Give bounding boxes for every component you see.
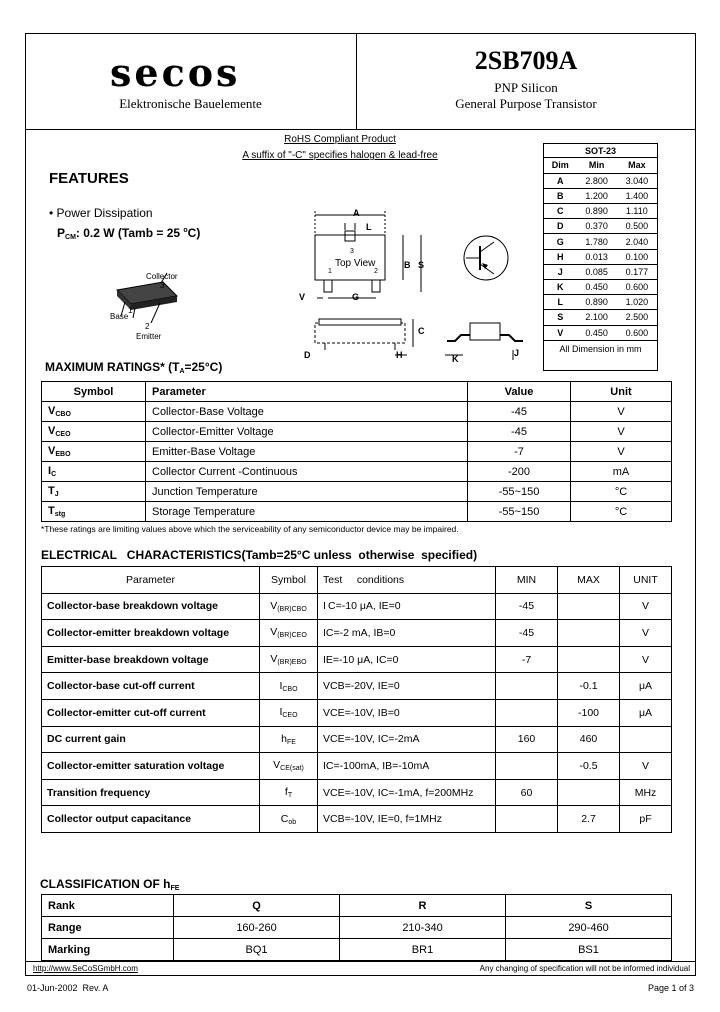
part-number: 2SB709A	[474, 46, 578, 75]
table-row: $V_{CEO}$ Collector-Emitter Voltage -45 V	[42, 422, 672, 442]
dim-label-j: J	[514, 348, 520, 358]
base-label: Base	[110, 312, 129, 321]
dim-label-v: V	[299, 292, 306, 302]
table-row: C 0.890 1.110	[544, 204, 657, 219]
table-row: D 0.370 0.500	[544, 219, 657, 234]
dim-label-g: G	[352, 292, 360, 302]
footer-notice: Any changing of specification will not be informed individual	[479, 964, 690, 973]
top-view-label: Top View	[335, 258, 376, 269]
transistor-description: General Purpose Transistor	[455, 96, 597, 111]
mr-header-parameter: Parameter	[146, 382, 468, 402]
dim-label-l: L	[366, 222, 372, 232]
company-subtitle: Elektronische Bauelemente	[119, 96, 262, 111]
features-title: FEATURES	[49, 170, 129, 187]
pnp-transistor-symbol-icon	[460, 232, 512, 284]
table-row: Emitter-base breakdown voltage $V_{(BR)EBO}$ IE=-10 μA, IC=0 -7 V	[42, 646, 672, 673]
table-row: $V_{CBO}$ Collector-Base Voltage -45 V	[42, 402, 672, 422]
table-row: G 1.780 2.040	[544, 234, 657, 249]
footer-rule	[25, 961, 696, 962]
ec-header-max: MAX	[558, 567, 620, 594]
table-row: L 0.890 1.020	[544, 295, 657, 310]
mr-header-value: Value	[468, 382, 571, 402]
feature-power-dissipation: Power Dissipation	[56, 206, 153, 220]
electrical-title: ELECTRICAL CHARACTERISTICS(Tamb=25°C unless otherwise specified)	[41, 548, 478, 562]
table-row: S 2.100 2.500	[544, 310, 657, 325]
sot-header-min: Min	[576, 158, 616, 173]
table-row: Collector-emitter breakdown voltage $V_{(BR)CEO}$ IC=-2 mA, IB=0 -45 V	[42, 620, 672, 647]
dim-label-c: C	[418, 326, 425, 336]
base-pin: 1	[128, 306, 133, 315]
dim-label-a: A	[353, 208, 360, 218]
header-bottom-rule	[25, 129, 696, 130]
ec-header-min: MIN	[496, 567, 558, 594]
ec-header-parameter: Parameter	[42, 567, 260, 594]
halogen-note: A suffix of "-C" specifies halogen & lead-free	[242, 150, 438, 161]
table-row: Range 160-260 210-340 290-460	[42, 917, 672, 939]
classification-title: CLASSIFICATION OF $h_{FE}$	[40, 877, 180, 892]
table-row: J 0.085 0.177	[544, 264, 657, 279]
collector-label: Collector	[146, 272, 178, 281]
table-row: Marking BQ1 BR1 BS1	[42, 939, 672, 961]
sot23-dimension-table	[543, 143, 658, 371]
footer-date: 01-Jun-2002 Rev. A	[27, 983, 109, 993]
table-row: $I_C$ Collector Current -Continuous -200 mA	[42, 462, 672, 482]
package-outline-drawing	[295, 205, 535, 375]
table-row: B 1.200 1.400	[544, 188, 657, 203]
collector-pin: 3	[160, 281, 165, 290]
table-row: $T_J$ Junction Temperature -55~150 °C	[42, 482, 672, 502]
table-row: Rank Q R S	[42, 895, 672, 917]
table-row: V 0.450 0.600	[544, 325, 657, 340]
table-row: DC current gain $h_{FE}$ VCE=-10V, IC=-2mA 160 460	[42, 726, 672, 753]
footer-url[interactable]: http://www.SeCoSGmbH.com	[33, 964, 138, 973]
top-view-pin2: 2	[374, 268, 378, 275]
sot-header-dim: Dim	[544, 158, 576, 173]
dim-label-s: S	[418, 260, 425, 270]
company-logo: secos	[110, 50, 241, 95]
table-row: $T_{stg}$ Storage Temperature -55~150 °C	[42, 502, 672, 522]
table-row: Collector-emitter cut-off current $I_{CEO}$ VCE=-10V, IB=0 -100 μA	[42, 699, 672, 726]
table-row: Collector output capacitance $C_{ob}$ VCB=-10V, IE=0, f=1MHz 2.7 pF	[42, 806, 672, 833]
mr-header-unit: Unit	[571, 382, 672, 402]
emitter-label: Emitter	[136, 332, 162, 341]
ec-header-unit: UNIT	[620, 567, 672, 594]
mr-header-symbol: Symbol	[42, 382, 146, 402]
rohs-note: RoHS Compliant Product	[284, 134, 396, 145]
ec-header-symbol: Symbol	[260, 567, 318, 594]
table-row: Collector-emitter saturation voltage $V_{CE(sat)}$ IC=-100mA, IB=-10mA -0.5 V	[42, 753, 672, 780]
table-row: Transition frequency $f_T$ VCE=-10V, IC=-1mA, f=200MHz 60 MHz	[42, 779, 672, 806]
dim-label-h: H	[396, 350, 403, 360]
top-view-pin3: 3	[350, 248, 354, 255]
sot-header-max: Max	[617, 158, 657, 173]
table-row: Collector-base breakdown voltage $V_{(BR)CBO}$ I C=-10 μA, IE=0 -45 V	[42, 593, 672, 620]
ec-header-conditions: Test conditions	[318, 567, 496, 594]
dim-label-b: B	[404, 260, 411, 270]
max-ratings-table	[41, 381, 672, 522]
table-row: K 0.450 0.600	[544, 280, 657, 295]
dim-label-d: D	[304, 350, 311, 360]
footer-page: Page 1 of 3	[647, 983, 694, 993]
feature-item: • Power Dissipation	[49, 206, 153, 220]
table-row: H 0.013 0.100	[544, 249, 657, 264]
package-name: SOT-23	[544, 144, 657, 158]
pcm-rating: $P_{CM}$: 0.2 W (Tamb = 25 $^o$C)	[57, 226, 201, 241]
dimension-footer: All Dimension in mm	[559, 343, 642, 354]
table-row: A 2.800 3.040	[544, 173, 657, 188]
max-ratings-footnote: *These ratings are limiting values above which the serviceability of any semiconductor device may be impaired.	[41, 524, 459, 534]
electrical-table	[41, 566, 672, 833]
max-ratings-title: MAXIMUM RATINGS* $(T_A=25^\circ C)$	[45, 360, 223, 375]
top-view-pin1: 1	[328, 268, 332, 275]
emitter-pin: 2	[145, 322, 150, 331]
table-row: Collector-base cut-off current $I_{CBO}$ VCB=-20V, IE=0 -0.1 μA	[42, 673, 672, 700]
table-row: $V_{EBO}$ Emitter-Base Voltage -7 V	[42, 442, 672, 462]
dim-label-k: K	[452, 354, 459, 364]
classification-table	[41, 894, 672, 961]
transistor-type: PNP Silicon	[494, 80, 558, 95]
